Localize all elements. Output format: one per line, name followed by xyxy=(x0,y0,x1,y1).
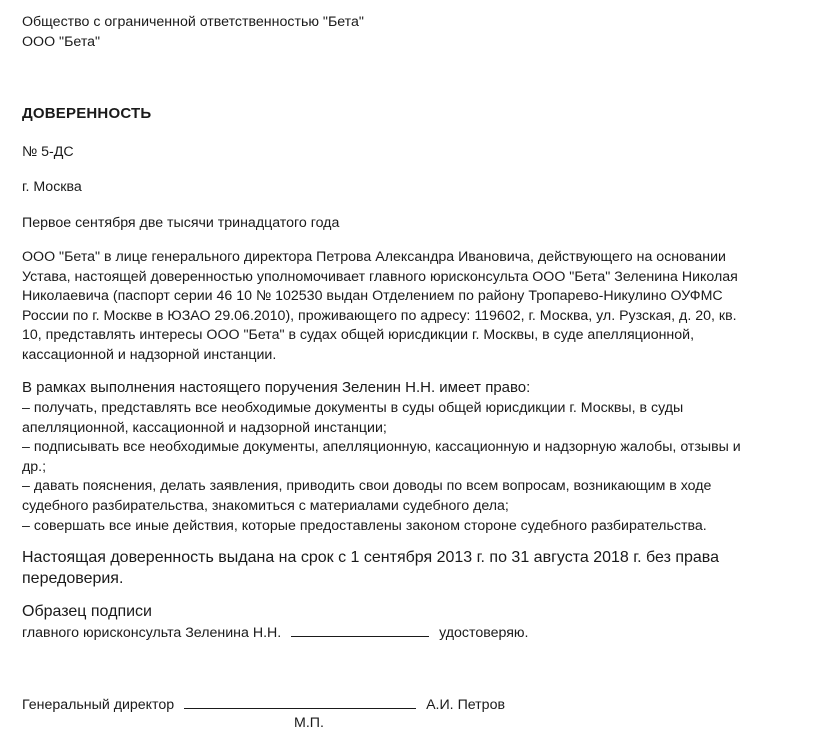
document-date: Первое сентября две тысячи тринадцатого года xyxy=(22,215,340,231)
rights-line: – совершать все иные действия, которые предоставлены законом стороне судебного разбирательства. xyxy=(22,517,707,534)
signature-blank-line xyxy=(291,622,429,637)
stamp-place-label: М.П. xyxy=(294,715,324,731)
signature-sample-heading: Образец подписи xyxy=(22,603,152,620)
director-signature-row xyxy=(22,694,505,715)
rights-line: – получать, представлять все необходимые документы в суды общей юрисдикции г. Москвы, в суды xyxy=(22,400,684,416)
paragraph-line: ООО "Бета" в лице генерального директора Петрова Александра Ивановича, действующего на основании xyxy=(22,249,726,265)
paragraph-line: Николаевича (паспорт серии 46 10 № 102530 выдан Отделением по району Тропарево-Никулино ОУФМС xyxy=(22,288,723,304)
rights-intro: В рамках выполнения настоящего поручения Зеленин Н.Н. имеет право: xyxy=(22,379,531,396)
rights-line: судебного разбирательства, знакомиться с материалами судебного дела; xyxy=(22,497,509,514)
director-signature-blank-line xyxy=(184,694,416,709)
paragraph-line: кассационной и надзорной инстанции. xyxy=(22,346,277,363)
rights-line: др.; xyxy=(22,458,47,475)
rights-line: – подписывать все необходимые документы, апелляционную, кассационную и надзорную жалобы, отзывы и xyxy=(22,439,741,456)
org-full-name: Общество с ограниченной ответственностью "Бета" xyxy=(22,14,364,30)
paragraph-line: Устава, настоящей доверенностью уполномочивает главного юрисконсульта ООО "Бета" Зеленина Николая xyxy=(22,268,738,285)
paragraph-line: 10, представлять интересы ООО "Бета" в судах общей юрисдикции г. Москвы, в суде апелляционной, xyxy=(22,327,695,343)
paragraph-line: России по г. Москве в ЮЗАО 29.06.2010), проживающего по адресу: 119602, г. Москва, ул. Рузская, д. 20, кв. xyxy=(22,307,737,324)
signature-sample-suffix: удостоверяю. xyxy=(439,625,529,641)
main-paragraph xyxy=(22,248,818,365)
term-line: Настоящая доверенность выдана на срок с 1 сентября 2013 г. по 31 августа 2018 г. без права xyxy=(22,549,720,566)
org-short-name: ООО "Бета" xyxy=(22,34,101,50)
rights-line: апелляционной, кассационной и надзорной инстанции; xyxy=(22,419,387,436)
term-line: передоверия. xyxy=(22,570,124,587)
rights-line: – давать пояснения, делать заявления, приводить свои доводы по всем вопросам, возникающим в ходе xyxy=(22,478,712,495)
document-city: г. Москва xyxy=(22,179,82,195)
rights-list xyxy=(22,399,818,536)
document-number: № 5-ДС xyxy=(22,144,74,160)
term-paragraph xyxy=(22,547,818,589)
director-name: А.И. Петров xyxy=(426,697,505,713)
document-title: ДОВЕРЕННОСТЬ xyxy=(22,105,152,122)
signature-sample-row xyxy=(22,622,529,643)
signature-sample-label: главного юрисконсульта Зеленина Н.Н. xyxy=(22,625,282,641)
director-label: Генеральный директор xyxy=(22,697,175,713)
